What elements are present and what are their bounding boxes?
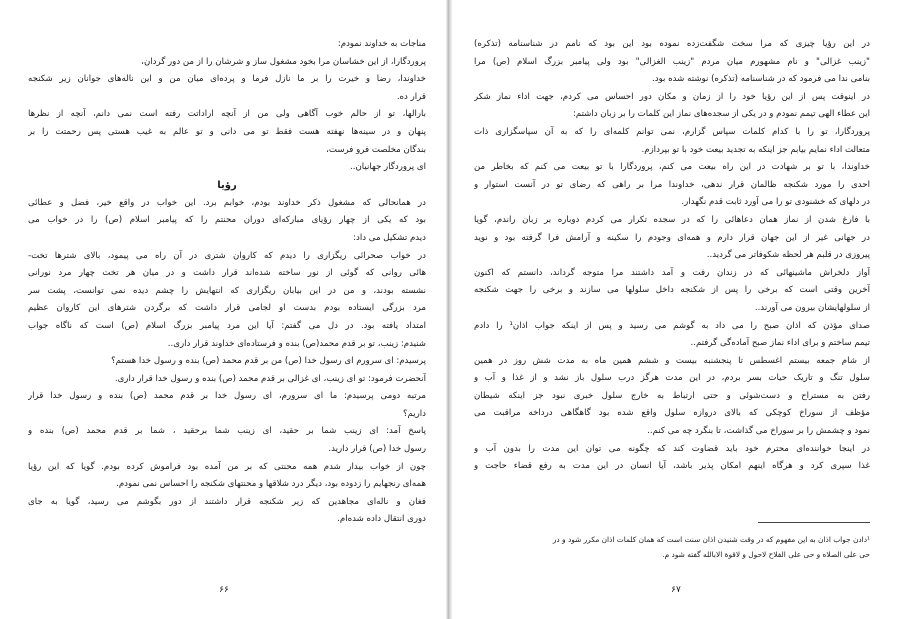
text-line: مرتبه دومی پرسیدم: ما ای سرورم، ای رسول خدا بر قدم محمد (ص) بنده و رسول خدا قرار: [28, 391, 426, 402]
text-line: فغان و ناله‌ای مجاهدین که زیر شکنجه قرار داشتند از دور بگوشم می رسید، گویا به جای: [28, 496, 426, 507]
text-line: صدای مؤذن که اذان صبح را می داد به گوشم می رسید و پس از اینکه جواب اذان¹ را دادم: [474, 320, 870, 331]
text-line: با فارغ شدن از نماز همان دعاهائی را که در سجده تکرار می کردم دوباره بر زبان راندم، گویا: [474, 214, 870, 225]
text-line: در این رؤیا چیزی که مرا سخت شگفت‌زده نموده بود این بود که نامم در شناسنامه (تذکره): [474, 39, 870, 49]
text-line: این عطاء الهی تیمم نمودم و در یکی از سجده‌های نماز این کلمات را بر زبان داشتم:: [572, 109, 870, 120]
left-page: [0, 0, 448, 619]
text-line: پاسخ آمد: ای زینب شما بر حقید، ای زینب شما برحقید ، شما بر قدم محمد (ص) بنده و: [28, 426, 426, 437]
text-line: چون از خواب بیدار شدم همه محنتی که بر من آمده بود فراموش کرده بودم. گویا که این رؤیا: [28, 461, 426, 472]
footnote-rule: [758, 522, 870, 523]
text-line: قرار ده.: [396, 91, 426, 102]
right-page: [452, 0, 900, 619]
text-line: شنیدم: زینب، تو بر قدم محمد(ص) بنده و فرستاده‌ای خداوند قرار داری..: [167, 338, 426, 349]
text-line: از شام جمعه بیستم اغسطس تا پنجشنبه بیست و ششم همین ماه به مدت شش روز در همین: [474, 355, 870, 366]
text-line: در دلهای که خشنودی تو را می آورد ثابت قدم نگهدار.: [681, 197, 870, 208]
text-line: نمود و چشمش را بر سوراخ می گذاشت، تا بنگرد چه می کنم..: [647, 426, 870, 437]
text-line: در جهانی غیر از این جهان قرار دارم و همه‌ای وجودم را سکینه و آرامش فرا گرفته بود و نوید: [474, 232, 870, 243]
text-line: بنامی ندا می فرمود که در شناسنامه (تذکره) نوشته شده بود.: [652, 74, 870, 85]
text-line: آخرین وقتی است که برخی را پس از شکنجه داخل سلولها می سازند و برخی را جهت شکنجه: [474, 285, 870, 296]
text-line: ¹دادن جواب اذان به این مفهوم که در وقت شنیدن اذان سنت است که همان کلمات اذان مکرر شود و در: [552, 535, 870, 544]
text-line: همه‌ای رنجهایم را زدوده بود، دیگر درد شلاقها و محنتهای شکنجه را احساس نمی نمودم.: [116, 479, 426, 490]
left-page-text-bottom: [28, 195, 426, 529]
text-line: پنهان و در سینه‌ها نهفته هست فقط تو می دانی و تو عالم به غیب هستی پس رحمتت را بر: [28, 126, 426, 137]
text-line: بارالها، تو از حالم خوب آگاهی ولی من از آنچه اراداتت رفته است نمی دانم، آنچه از نظرها: [28, 109, 426, 120]
text-line: ای پروردگار جهانیان..: [350, 162, 426, 173]
page-number-left: ۶۶: [219, 585, 229, 595]
footnote: [474, 532, 870, 562]
text-line: مناجات به خداوند نمودم:: [337, 39, 426, 49]
text-line: خداوندا، با تو بر شهادت در این راه بیعت می کنم، پروردگارا با تو بیعت می کنم که بخاطر من: [474, 162, 870, 173]
text-line: سلول تنگ و تاریک حیات بسر بردم، در این مدت هرگز درب سلول باز نشد و از غذا و آب و: [474, 373, 870, 384]
text-line: احدی را مورد شکنجه ظالمان قرار ندهی، خداوندا مرا بر راهی که رضای تو در آنست استوار و: [474, 179, 870, 190]
left-page-text-top: [28, 36, 426, 177]
text-line: در همانحالی که مشغول ذکر خداوند بودم، خوابم برد. این خواب در واقع خیر، فضل و عطائی: [28, 197, 426, 208]
text-line: در اینوقت پس از این رؤیا خود را از زمان و مکان دور احساس می کردم، جهت اداء نماز شکر: [474, 91, 870, 102]
text-line: هائی روانی که گوئی از نور ساخته شده‌اند قرار داشت و در میان هر تخت چهار مرد نورانی: [28, 268, 426, 279]
text-line: نشسته بودند، و من در این بیابان ریگزاری که انتهایش را چشم دیده نمی توانست، پشت سر: [28, 285, 426, 296]
text-line: تیمم ساختم و برای اداء نماز صبح آماده‌گی گرفتم..: [690, 338, 870, 349]
text-line: "زینب غزالی" و نام مشهورم میان مردم "زینب الغزالی" بود ولی پیامبر بزرگ اسلام (ص) مرا: [474, 56, 870, 67]
text-line: غذا سپری کرد و هرگاه اینهم امکان پذیر باشد، آیا انسان در این مدت به رفع قضاء حاجت و: [474, 461, 870, 472]
text-line: مؤظف از سوراخ کوچکی که بالای دروازه سلول واقع شده بود گاهگاهی درداخه مراقبت می: [474, 408, 870, 419]
text-line: آنحضرت فرمود: تو ای زینب، ای غزالی بر قدم محمد (ص) بنده و رسول خدا قرار داری.: [114, 373, 426, 384]
text-line: دوری انتقال داده شده‌ام.: [337, 514, 426, 525]
text-line: پرسیدم: ای سرورم ای رسول خدا (ص) من بر قدم محمد (ص) بنده و رسول خدا هستم؟: [111, 356, 426, 367]
text-line: مرد بزرگی ایستاده بودم بدست او لجامی قرار داشت که برگردن شترهای این کاروان عظیم: [28, 303, 426, 314]
text-line: در خواب صحرائی ریگزاری را دیدم که کاروان شتری در آن راه می پیمود، بالای شترها تخت-: [28, 250, 426, 261]
text-line: رسول خدا (ص) قرار دارید.: [328, 444, 426, 455]
text-line: متعالت اداء نمایم بیابم جز اینکه به تجدید بیعت خود با تو بپردازم.: [641, 144, 870, 155]
text-line: داریم؟: [402, 408, 426, 419]
right-page-text: [474, 36, 870, 476]
text-line: بود که یکی از چهار رؤیای مبارکه‌ای دوران محنتم را که پیامبر اسلام (ص) را در خواب می: [28, 215, 426, 226]
text-line: آواز دلخراش ماشینهائی که در زندان رفت و آمد داشتند مرا متوجه گرداند، دانستم که اکنون: [474, 267, 870, 278]
section-heading: رؤیا: [217, 179, 237, 191]
text-line: خداوندا، رضا و خیرت را بر ما نازل فرما و پرده‌ای میان من و این ناله‌های جوانان زیر شکنجه: [28, 74, 426, 85]
text-line: بندگان مخلصت فرو فرست،: [326, 144, 426, 155]
page-number-right: ۶۷: [671, 585, 681, 595]
text-line: در اینجا خواننده‌ای محترم خود باید قضاوت کند که چگونه می توان این مدت را بدون آب و: [474, 443, 870, 454]
text-line: رفتن به مستراح و دست‌شوئی و حتی ارتباط به خارج سلول خبری نبود جز اینکه شیطان: [474, 390, 870, 401]
text-line: از سلولهایشان بیرون می آورند..: [754, 302, 870, 313]
text-line: امتداد یافته بود. در دل می گفتم: آیا این مرد پیامبر بزرگ اسلام (ص) است که ناگاه جواب: [28, 320, 426, 331]
text-line: دیدم تشکیل می داد:: [353, 232, 426, 243]
text-line: حی علی الصلاه و حی علی الفلاح لاحول و لاقوة الابالله گفته شود م.: [662, 550, 870, 559]
text-line: پروردگارا، از این خشاسان مرا بخود مشغول ساز و شرشان را از من دور گردان،: [141, 56, 426, 67]
text-line: پیروزی در قلبم هر لحظه شکوفاتر می گردید..: [706, 250, 870, 261]
text-line: پروردگارا، تو را با کدام کلمات سپاس گزارم، نمی توانم کلمه‌ای را که به آن سپاسگزاری ذات: [474, 126, 870, 137]
